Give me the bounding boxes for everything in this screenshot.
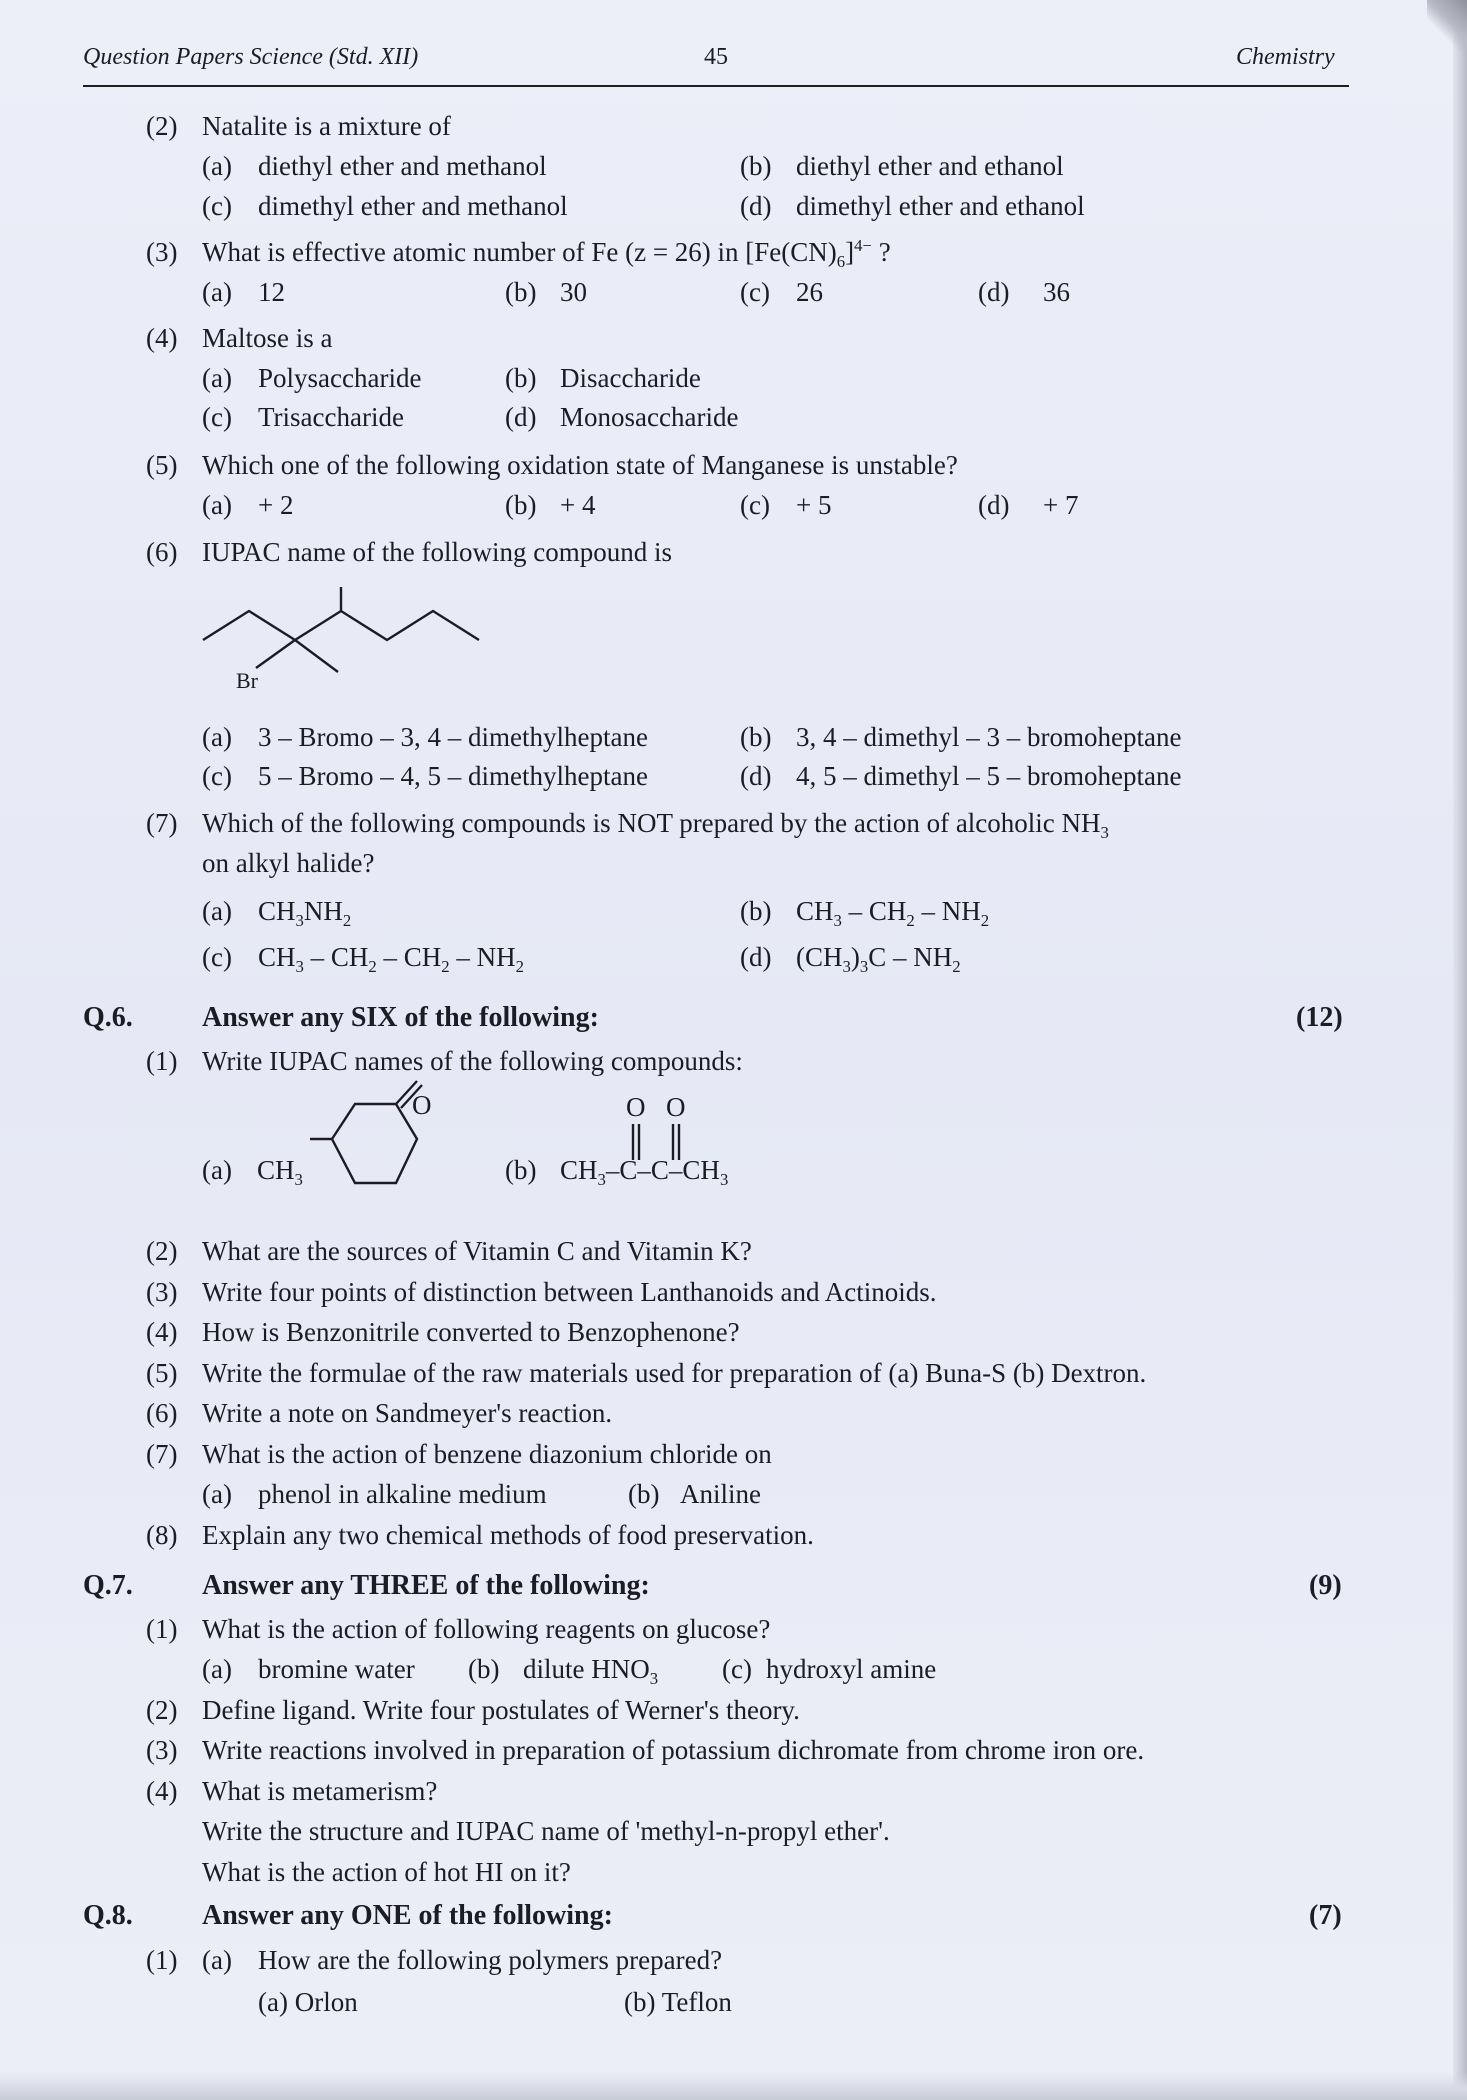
option-label: (a) (202, 1654, 232, 1684)
question-number: (8) (146, 1520, 178, 1550)
option-formula: $(CH_3)_3C - NH_2$ (796, 942, 961, 976)
question-text-continued: What is the action of hot HI on it? (202, 1857, 571, 1887)
option-label: (c) (740, 277, 770, 307)
question-text: Write a note on Sandmeyer's reaction. (202, 1398, 613, 1428)
option-text: phenol in alkaline medium (258, 1479, 547, 1509)
header-book-title: Question Papers Science (Std. XII) (83, 44, 419, 70)
option-label: (a) (202, 363, 232, 393)
question-text: Write the formulae of the raw materials used for preparation of (a) Buna-S (b) Dextron. (202, 1358, 1147, 1388)
option-label: (a) (202, 151, 232, 181)
option-text: Trisaccharide (258, 402, 404, 432)
option-label: (a) (202, 277, 232, 307)
question-text: How is Benzonitrile converted to Benzophenone? (202, 1317, 740, 1347)
question-number: (3) (146, 1735, 178, 1765)
question-text: How are the following polymers prepared? (258, 1945, 723, 1975)
option-label: (a) (202, 1479, 232, 1509)
question-number: (2) (146, 111, 178, 141)
question-number: (4) (146, 1776, 178, 1806)
option-label: (a) (202, 490, 232, 520)
option-text: Polysaccharide (258, 363, 422, 393)
oxygen-label: O (626, 1092, 646, 1122)
question-text: Maltose is a (202, 323, 333, 353)
option-label: (b) (740, 151, 772, 181)
question-text: What is effective atomic number of Fe (z = 26) in $[Fe(CN)_6]^{4-}$ ? (202, 235, 891, 271)
question-number: (6) (146, 537, 178, 567)
section-number: Q.6. (83, 1002, 133, 1033)
page-bottom-shadow (0, 2072, 1467, 2100)
option-text: Monosaccharide (560, 402, 739, 432)
option-text: (a) Orlon (258, 1987, 358, 2017)
methyl-group: $CH_3$ (257, 1155, 303, 1189)
question-text: Explain any two chemical methods of food preservation. (202, 1520, 814, 1550)
question-number: (4) (146, 1317, 178, 1347)
question-text: What is the action of benzene diazonium chloride on (202, 1439, 772, 1469)
option-text: 12 (258, 277, 285, 307)
question-text: Define ligand. Write four postulates of Werner's theory. (202, 1695, 800, 1725)
question-text: Natalite is a mixture of (202, 111, 451, 141)
question-text: Write four points of distinction between Lanthanoids and Actinoids. (202, 1277, 937, 1307)
question-number: (1) (146, 1046, 178, 1076)
option-text: 5 – Bromo – 4, 5 – dimethylheptane (258, 761, 648, 791)
option-label: (b) (505, 490, 537, 520)
question-number: (1) (146, 1945, 178, 1975)
question-text: What is metamerism? (202, 1776, 438, 1806)
option-label: (b) (505, 363, 537, 393)
section-number: Q.7. (83, 1570, 133, 1601)
option-label: (d) (505, 402, 537, 432)
bromine-label: Br (236, 668, 258, 693)
section-title: Answer any SIX of the following: (202, 1002, 599, 1033)
option-text: + 4 (560, 490, 596, 520)
compound-label: (b) (505, 1155, 537, 1185)
option-text: + 7 (1043, 490, 1079, 520)
option-text: dimethyl ether and methanol (258, 191, 568, 221)
option-label: (c) (722, 1654, 752, 1684)
option-text: (b) Teflon (624, 1987, 732, 2017)
option-text: hydroxyl amine (766, 1654, 937, 1684)
question-number: (3) (146, 1277, 178, 1307)
option-text: 30 (560, 277, 587, 307)
option-text: diethyl ether and ethanol (796, 151, 1064, 181)
oxygen-label: O (666, 1092, 686, 1122)
option-label: (d) (978, 490, 1010, 520)
option-label: (c) (740, 490, 770, 520)
section-marks: (7) (1309, 1900, 1342, 1931)
option-label: (b) (740, 896, 772, 926)
question-number: (1) (146, 1614, 178, 1644)
question-text: Which of the following compounds is NOT prepared by the action of alcoholic $NH_3$ (202, 808, 1109, 842)
option-label: (c) (202, 191, 232, 221)
question-text: Write reactions involved in preparation of potassium dichromate from chrome iron ore. (202, 1735, 1145, 1765)
option-text: Disaccharide (560, 363, 701, 393)
question-number: (5) (146, 1358, 178, 1388)
question-number: (2) (146, 1695, 178, 1725)
option-text: Aniline (680, 1479, 761, 1509)
option-text: bromine water (258, 1654, 415, 1684)
option-text: diethyl ether and methanol (258, 151, 547, 181)
option-label: (d) (740, 942, 772, 972)
question-number: (3) (146, 237, 178, 267)
question-number: (2) (146, 1236, 178, 1266)
section-title: Answer any ONE of the following: (202, 1900, 613, 1931)
page-corner-fold (1427, 0, 1467, 60)
option-formula: $CH_3 - CH_2 - CH_2 - NH_2$ (258, 942, 525, 976)
option-label: (c) (202, 761, 232, 791)
option-label: (a) (202, 722, 232, 752)
option-text: + 5 (796, 490, 832, 520)
question-text: Which one of the following oxidation state of Manganese is unstable? (202, 450, 958, 480)
option-label: (d) (740, 191, 772, 221)
question-text: What is the action of following reagents on glucose? (202, 1614, 771, 1644)
question-number: (6) (146, 1398, 178, 1428)
option-text: 4, 5 – dimethyl – 5 – bromoheptane (796, 761, 1182, 791)
option-text: 3 – Bromo – 3, 4 – dimethylheptane (258, 722, 648, 752)
question-text-continued: on alkyl halide? (202, 848, 375, 878)
option-label: (b) (468, 1654, 500, 1684)
header-subject: Chemistry (1236, 44, 1335, 70)
option-formula: $CH_3 - CH_2 - NH_2$ (796, 896, 990, 930)
diketone-formula: $CH_3-C-C-CH_3$ (560, 1155, 729, 1189)
oxygen-label: O (412, 1090, 432, 1120)
compound-label: (a) (202, 1155, 232, 1185)
sub-question-label: (a) (202, 1945, 232, 1975)
option-text: 26 (796, 277, 823, 307)
option-label: (b) (740, 722, 772, 752)
option-text: 3, 4 – dimethyl – 3 – bromoheptane (796, 722, 1182, 752)
page-edge (1453, 0, 1467, 2100)
question-number: (7) (146, 808, 178, 838)
question-text: IUPAC name of the following compound is (202, 537, 672, 567)
option-label: (c) (202, 402, 232, 432)
option-text: dimethyl ether and ethanol (796, 191, 1085, 221)
option-formula: $CH_3NH_2$ (258, 896, 352, 930)
section-marks: (9) (1309, 1570, 1342, 1601)
question-number: (4) (146, 323, 178, 353)
question-text-continued: Write the structure and IUPAC name of 'methyl-n-propyl ether'. (202, 1816, 890, 1846)
header-page-number: 45 (704, 44, 728, 70)
option-label: (a) (202, 896, 232, 926)
option-text: 36 (1043, 277, 1070, 307)
option-label: (b) (628, 1479, 660, 1509)
option-label: (d) (740, 761, 772, 791)
question-number: (7) (146, 1439, 178, 1469)
section-title: Answer any THREE of the following: (202, 1570, 650, 1601)
option-text: + 2 (258, 490, 294, 520)
option-label: (c) (202, 942, 232, 972)
option-label: (d) (978, 277, 1010, 307)
section-marks: (12) (1296, 1002, 1343, 1033)
option-label: (b) (505, 277, 537, 307)
option-text: dilute $HNO_3$ (523, 1654, 659, 1688)
question-text: What are the sources of Vitamin C and Vitamin K? (202, 1236, 752, 1266)
question-text: Write IUPAC names of the following compounds: (202, 1046, 743, 1076)
question-number: (5) (146, 450, 178, 480)
section-number: Q.8. (83, 1900, 133, 1931)
